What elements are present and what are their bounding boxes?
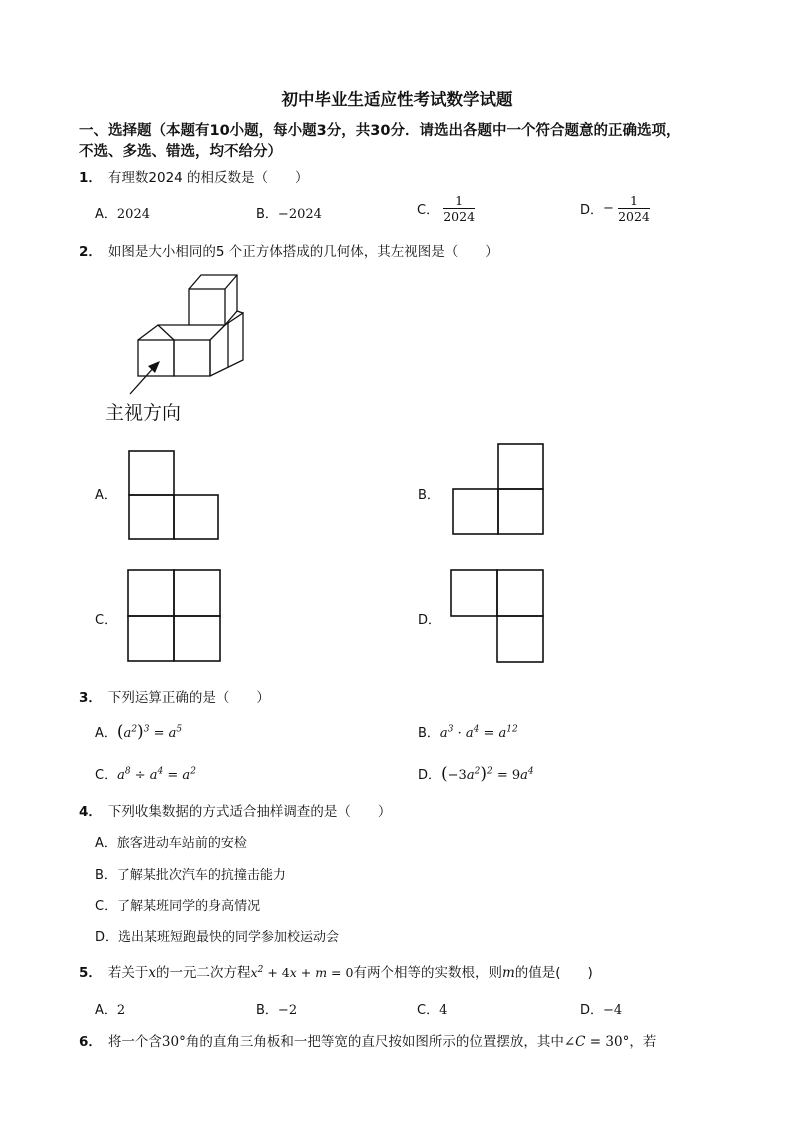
- angle-c-equation: ∠C = 30°: [563, 1034, 630, 1050]
- question-2-stem: 如图是大小相同的5 个正方体搭成的几何体，其左视图是（ ）: [107, 244, 499, 260]
- q1-option-d-fraction: [618, 193, 650, 224]
- question-6-stem-pre: 将一个含: [107, 1034, 162, 1050]
- q2-option-b-figure: [452, 443, 546, 537]
- q3-option-c-letter: C．: [95, 768, 118, 783]
- q2-option-c-figure: [127, 569, 222, 663]
- q1-option-b-value: −2024: [277, 207, 322, 222]
- q3-option-b-formula: $a^3 \cdot a^4 = a^{12}$: [439, 724, 518, 741]
- q1-option-c-letter: C．: [417, 203, 440, 218]
- question-3-number: 3．: [79, 690, 102, 706]
- q5-option-d: [580, 999, 622, 1018]
- q1-option-c-fraction: [443, 193, 475, 224]
- q2-option-c-letter: C．: [95, 613, 118, 628]
- q2-option-a-figure: [128, 450, 220, 542]
- q5-option-c-value: 4: [439, 1003, 448, 1018]
- q1-option-c-denominator: 2024: [443, 209, 476, 224]
- question-2: [79, 240, 499, 260]
- question-6: [79, 1030, 656, 1050]
- quadratic-equation: $x^2 + 4x + m = 0$: [250, 964, 354, 980]
- q3-option-d: [418, 764, 534, 784]
- q5-option-c-letter: C．: [417, 1003, 440, 1018]
- q5-option-a-value: 2: [116, 1003, 126, 1018]
- q1-option-b: [256, 203, 322, 222]
- q4-option-b: B．了解某批次汽车的抗撞击能力: [95, 868, 286, 883]
- q1-option-d-denominator: 2024: [618, 209, 650, 224]
- question-4: [79, 800, 391, 820]
- section-header-line2: 不选、多选、错选，均不给分）: [79, 144, 282, 160]
- q3-option-a-formula: $(a^2)^3 = a^5$: [116, 722, 183, 742]
- question-1-number: 1．: [79, 170, 102, 186]
- q1-option-d-numerator: 1: [629, 193, 638, 208]
- question-2-number: 2．: [79, 244, 102, 260]
- question-4-stem: 下列收集数据的方式适合抽样调查的是（ ）: [107, 804, 392, 820]
- q5-option-a-letter: A．: [95, 1003, 117, 1018]
- section-header-line1: 一、选择题（本题有10小题，每小题3分，共30分．请选出各题中一个符合题意的正确选项，: [79, 123, 681, 139]
- q5-option-b-letter: B．: [256, 1003, 278, 1018]
- q1-option-c: [417, 193, 475, 224]
- question-5-number: 5．: [79, 965, 102, 981]
- q1-option-d-sign: −: [603, 201, 614, 216]
- q5-option-d-value: −4: [603, 1003, 623, 1018]
- q5-option-c: [417, 999, 447, 1018]
- variable-m: m: [501, 965, 515, 981]
- q3-option-b: [418, 722, 518, 741]
- q5-option-b-value: −2: [277, 1003, 298, 1018]
- question-1: [79, 166, 309, 186]
- question-3-stem: 下列运算正确的是（ ）: [107, 690, 270, 706]
- q3-option-c-formula: $a^8 \div a^4 = a^2$: [117, 766, 196, 783]
- variable-x: x: [148, 965, 157, 981]
- q3-option-a-letter: A．: [95, 726, 117, 741]
- q3-option-d-letter: D．: [418, 768, 442, 783]
- cube-figure: [100, 268, 260, 408]
- question-5-stem-end: 的值是( ): [514, 965, 593, 981]
- view-direction-label: 主视方向: [105, 402, 182, 424]
- page-title: 初中毕业生适应性考试数学试题: [281, 90, 513, 109]
- q5-option-b: [256, 999, 297, 1018]
- angle-30-degrees: 30°: [161, 1034, 186, 1050]
- question-5-stem-pre: 若关于: [107, 965, 149, 981]
- question-5-stem-post: 有两个相等的实数根，则: [353, 965, 502, 981]
- question-6-stem-end: ，若: [629, 1034, 657, 1050]
- question-6-number: 6．: [79, 1034, 102, 1050]
- q1-option-a-value: 2024: [116, 207, 150, 222]
- q3-option-c: [95, 764, 196, 783]
- question-4-number: 4．: [79, 804, 102, 820]
- q1-option-b-letter: B．: [256, 207, 278, 222]
- q3-option-a: [95, 722, 182, 742]
- q2-option-a-letter: A．: [95, 488, 117, 503]
- q4-option-a: A．旅客进动车站前的安检: [95, 836, 247, 851]
- q1-option-a: [95, 203, 150, 222]
- q5-option-a: [95, 999, 125, 1018]
- question-5: [79, 961, 593, 981]
- question-1-stem: 有理数2024 的相反数是（ ）: [107, 170, 309, 186]
- question-5-stem-mid: 的一元二次方程: [156, 965, 251, 981]
- q3-option-b-letter: B．: [418, 726, 440, 741]
- q4-option-c: C．了解某班同学的身高情况: [95, 899, 261, 914]
- q1-option-d: [580, 193, 650, 224]
- q2-option-b-letter: B．: [418, 488, 440, 503]
- q5-option-d-letter: D．: [580, 1003, 604, 1018]
- q1-option-a-letter: A．: [95, 207, 117, 222]
- q2-option-d-figure: [450, 569, 546, 665]
- q3-option-d-formula: $(-3a^2)^2 = 9a^4$: [441, 764, 534, 784]
- question-3: [79, 686, 270, 706]
- q1-option-c-numerator: 1: [455, 193, 464, 208]
- q4-option-d: D．选出某班短跑最快的同学参加校运动会: [95, 930, 340, 945]
- q1-option-d-letter: D．: [580, 203, 604, 218]
- question-6-stem-mid: 角的直角三角板和一把等宽的直尺按如图所示的位置摆放，其中: [185, 1034, 564, 1050]
- q2-option-d-letter: D．: [418, 613, 442, 628]
